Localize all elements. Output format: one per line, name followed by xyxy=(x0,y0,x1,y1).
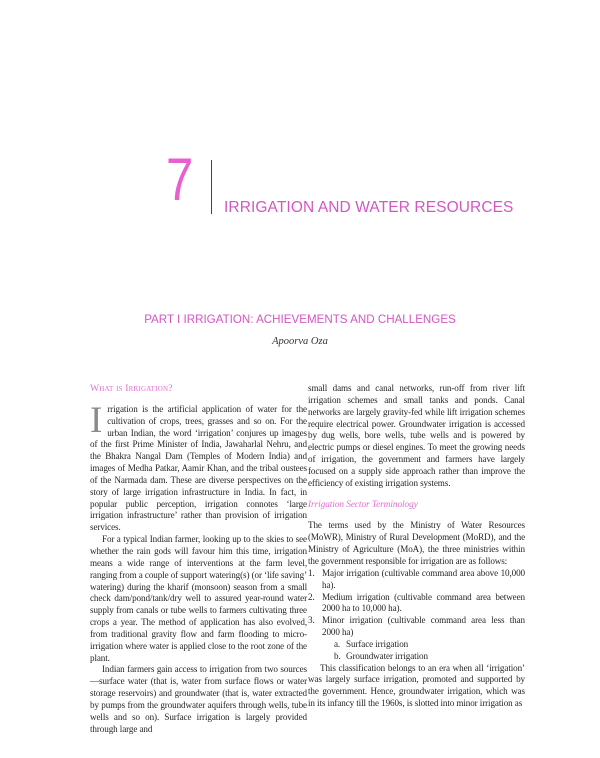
list-item: 2. Medium irrigation (cultivable command area between 2000 ha to 10,000 ha). xyxy=(308,591,525,614)
terms-list xyxy=(308,568,525,663)
body-paragraph: For a typical Indian farmer, looking up to the skies to see whether the rain gods will favour him this time, irrigation means a wide range of interventions at the farm level, ranging from a couple of support watering(s) (or ‘life saving’ watering) during the kharif (monsoon) season from a small check dam/pond/tank/dry well to assured year-round water supply from canals or tube wells to farmers cultivating three crops a year. The method of application has also evolved, from traditional gravity flow and farm flooding to micro-irrigation where water is applied close to the root zone of the plant. xyxy=(90,534,307,663)
sub-heading: Irrigation Sector Terminology xyxy=(308,499,418,510)
sub-terms-list xyxy=(322,639,525,663)
list-item: 3. Minor irrigation (cultivable command area less than 2000 ha) a. Surface irrigation b. Groundwater irrigation xyxy=(308,615,525,661)
intro-paragraph: Irrigation is the artificial application of water for the cultivation of crops, trees, grasses and so on. For the urban Indian, the word ‘irrigation’ conjures up images of the first Prime Minister of India, Jawaharlal Nehru, and the Bhakra Nangal Dam (Temples of Modern India) and images of Medha Patkar, Aamir Khan, and the tribal oustees of the Narmada dam. These are diverse perspectives on the story of large irrigation infrastructure in India. In fact, in popular public perception, irrigation connotes ‘large irrigation infrastructure’ rather than provision of irrigation services. xyxy=(90,399,307,533)
body-paragraph: This classification belongs to an era when all ‘irrigation’ was largely surface irrigation, promoted and supported by the government. Hence, groundwater irrigation, which was in its infancy till the 1960s, is slotted into minor irrigation as xyxy=(308,662,525,709)
right-column xyxy=(308,383,525,710)
part-title: PART I IRRIGATION: ACHIEVEMENTS AND CHALLENGES xyxy=(144,313,456,326)
chapter-divider xyxy=(211,160,212,214)
body-paragraph: Indian farmers gain access to irrigation from two sources—surface water (that is, water from surface flows or water storage reservoirs) and groundwater (that is, water extracted by pumps from the groundwater aquifers through wells, tube wells and so on). Surface irrigation is largely provided through large and xyxy=(90,664,307,734)
author-name: Apoorva Oza xyxy=(272,336,328,347)
left-column xyxy=(90,383,307,735)
drop-cap: I xyxy=(90,399,103,441)
chapter-title: IRRIGATION AND WATER RESOURCES xyxy=(224,199,514,216)
chapter-number: 7 xyxy=(166,146,194,213)
section-heading: What is Irrigation? xyxy=(90,383,173,394)
list-item: a. Surface irrigation xyxy=(334,638,409,649)
body-paragraph: small dams and canal networks, run-off from river lift irrigation schemes and small tanks and ponds. Canal networks are largely gravity-fed while lift irrigation schemes require electrical power. Groundwater irrigation is accessed by dug wells, bore wells, tube wells and is powered by electric pumps or diesel engines. To meet the growing needs of irrigation, the government and farmers have largely focused on a supply side approach rather than improve the efficiency of existing irrigation systems. xyxy=(308,383,525,488)
body-paragraph: The terms used by the Ministry of Water Resources (MoWR), Ministry of Rural Development (MoRD), and the Ministry of Agriculture (MoA), the three ministries within the government responsible for irrigation are as follows: xyxy=(308,520,525,566)
list-item: 1. Major irrigation (cultivable command area above 10,000 ha). xyxy=(308,567,525,590)
list-item: b. Groundwater irrigation xyxy=(334,650,428,661)
